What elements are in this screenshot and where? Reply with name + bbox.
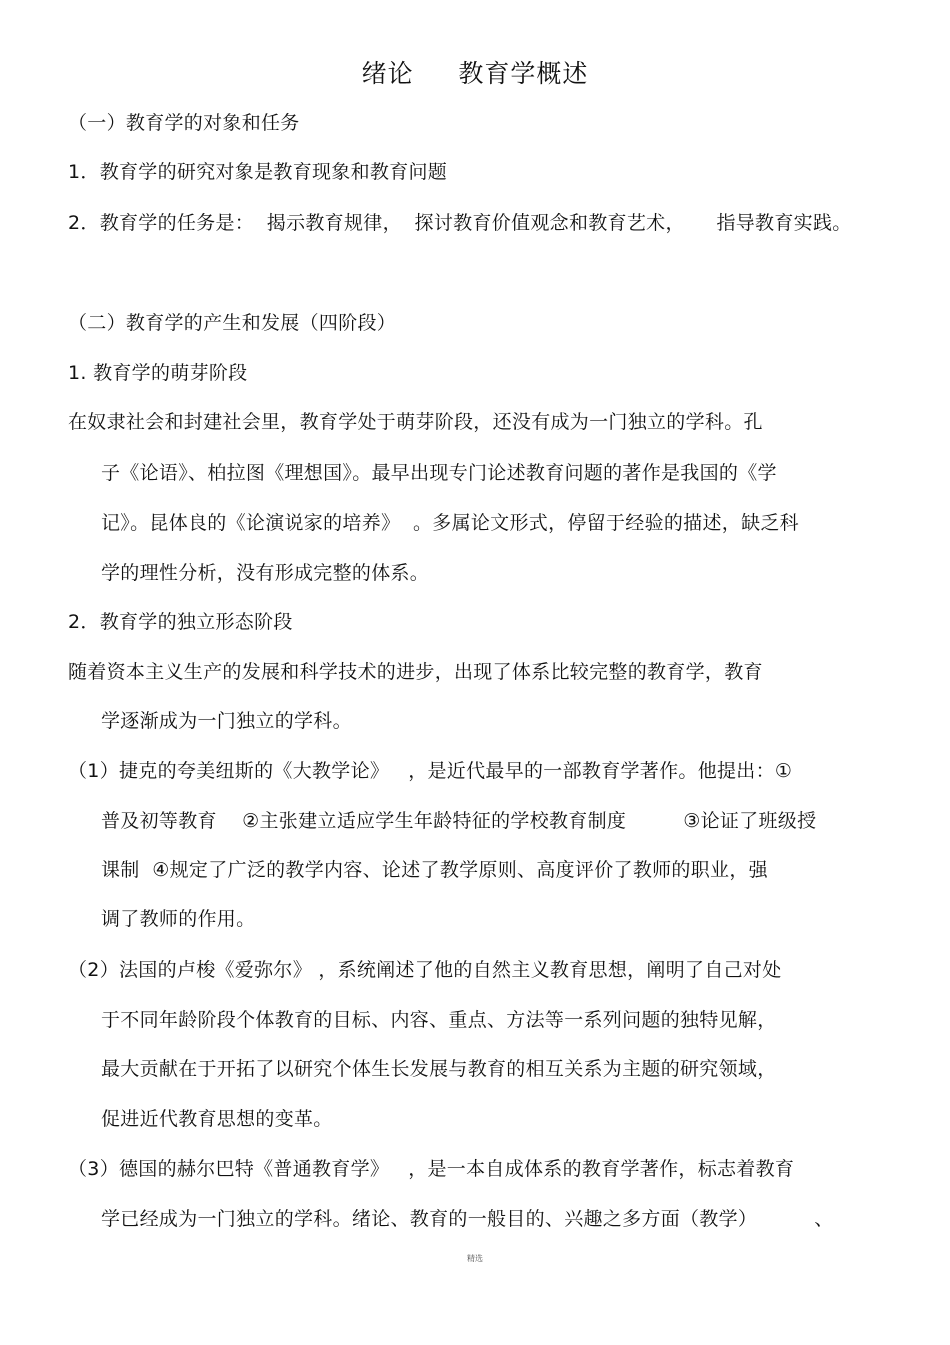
- list-item-line: 学已经成为一门独立的学科。绪论、教育的一般目的、兴趣之多方面（教学） 、: [101, 1208, 834, 1230]
- page-title: 绪论 教育学概述: [361, 59, 589, 88]
- paragraph-line: 学逐渐成为一门独立的学科。: [101, 710, 352, 732]
- list-item-line: 最大贡献在于开拓了以研究个体生长发展与教育的相互关系为主题的研究领域，: [101, 1058, 777, 1080]
- list-item-line: 课制 ④规定了广泛的教学内容、论述了教学原则、高度评价了教师的职业，强: [101, 859, 768, 881]
- section-heading-2: （二）教育学的产生和发展（四阶段）: [68, 312, 397, 334]
- paragraph-line: 子《论语》、柏拉图《理想国》。最早出现专门论述教育问题的著作是我国的《学: [101, 462, 777, 484]
- paragraph-line: 学的理性分析，没有形成完整的体系。: [101, 562, 430, 584]
- list-item-line: （3）德国的赫尔巴特《普通教育学》 ，是一本自成体系的教育学著作，标志着教育: [68, 1158, 795, 1180]
- list-item-line: 普及初等教育 ②主张建立适应学生年龄特征的学校教育制度 ③论证了班级授: [101, 810, 817, 832]
- section-heading-1: （一）教育学的对象和任务: [68, 112, 300, 134]
- paragraph-line: 在奴隶社会和封建社会里，教育学处于萌芽阶段，还没有成为一门独立的学科。孔: [68, 411, 763, 433]
- page-footer: 精选: [467, 1254, 483, 1263]
- subsection-heading-2: 2．教育学的独立形态阶段: [68, 611, 293, 633]
- paragraph-line: 随着资本主义生产的发展和科学技术的进步，出现了体系比较完整的教育学，教育: [68, 661, 763, 683]
- subsection-heading-1: 1. 教育学的萌芽阶段: [68, 362, 248, 384]
- paragraph-line: 2．教育学的任务是： 揭示教育规律， 探讨教育价值观念和教育艺术， 指导教育实践。: [68, 212, 852, 234]
- list-item-line: （2）法国的卢梭《爱弥尔》 ，系统阐述了他的自然主义教育思想，阐明了自己对处: [68, 959, 782, 981]
- paragraph-line: 1．教育学的研究对象是教育现象和教育问题: [68, 161, 448, 183]
- paragraph-line: 记》。昆体良的《论演说家的培养》 。多属论文形式，停留于经验的描述，缺乏科: [101, 512, 799, 534]
- list-item-line: 于不同年龄阶段个体教育的目标、内容、重点、方法等一系列问题的独特见解，: [101, 1009, 777, 1031]
- list-item-line: （1）捷克的夸美纽斯的《大教学论》 ，是近代最早的一部教育学著作。他提出：①: [68, 760, 793, 782]
- list-item-line: 调了教师的作用。: [101, 908, 256, 930]
- list-item-line: 促进近代教育思想的变革。: [101, 1108, 333, 1130]
